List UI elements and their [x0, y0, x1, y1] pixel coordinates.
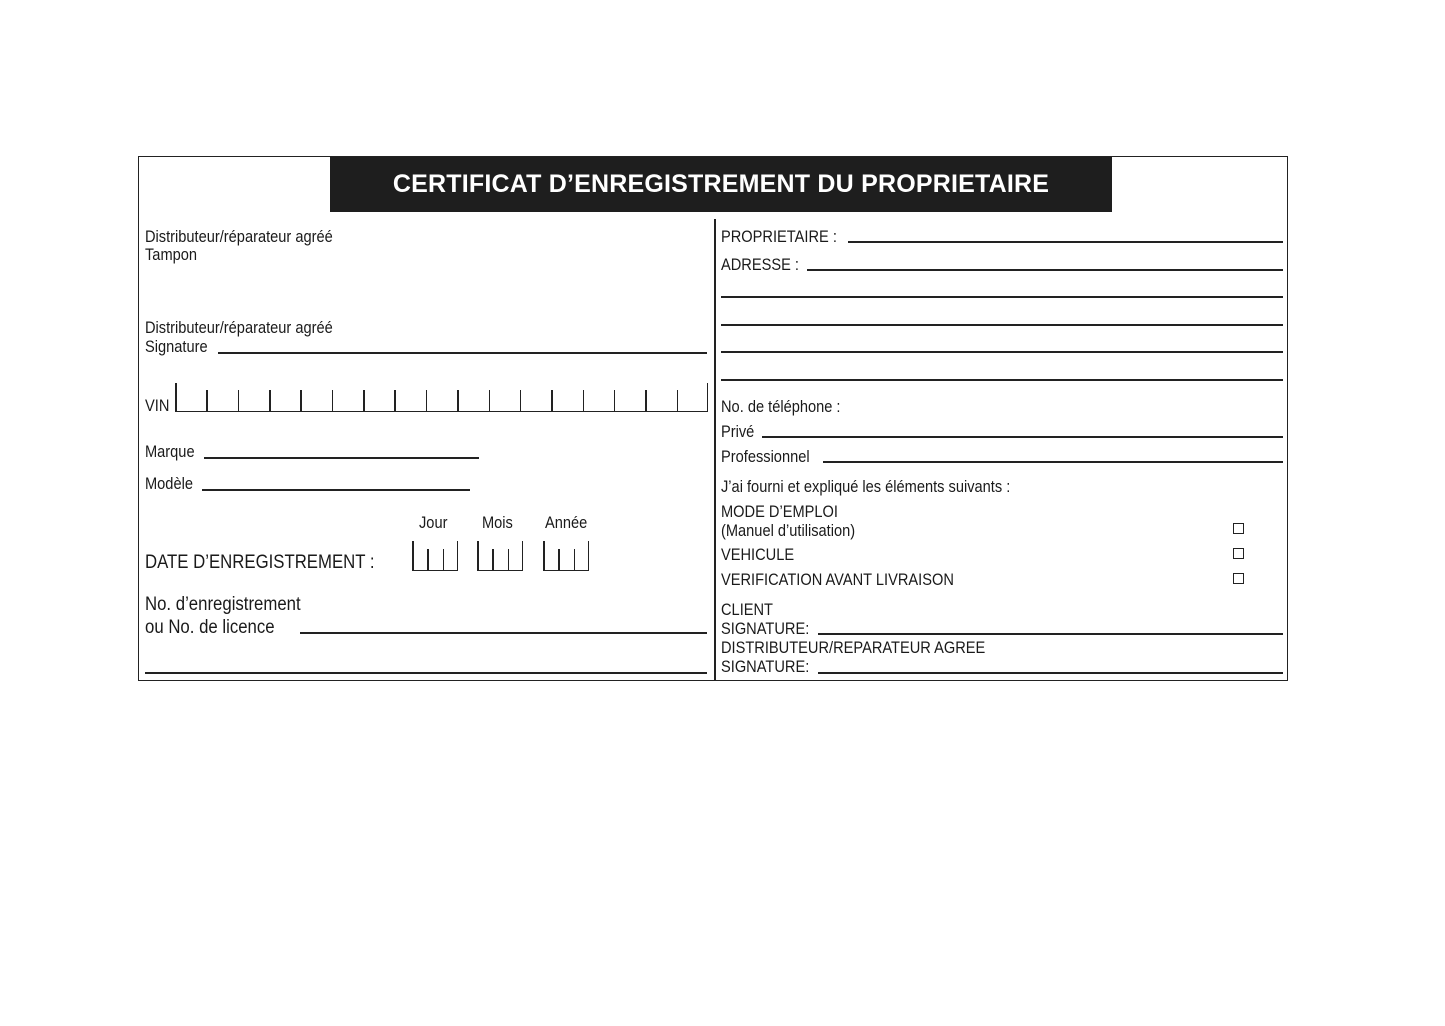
item-mode-emploi-sublabel: (Manuel d’utilisation): [721, 521, 856, 540]
client-signature-field[interactable]: [818, 633, 1283, 635]
professional-phone-field[interactable]: [823, 461, 1283, 463]
registration-label-line2: ou No. de licence: [145, 616, 275, 638]
address-line-5[interactable]: [721, 379, 1283, 381]
vin-char-box[interactable]: [520, 383, 551, 412]
registration-number-field[interactable]: [300, 632, 707, 634]
modele-field[interactable]: [202, 489, 470, 491]
vin-char-box[interactable]: [677, 383, 708, 412]
vin-box-divider: [551, 390, 553, 412]
client-signature-label: SIGNATURE:: [721, 619, 810, 638]
mode-emploi-checkbox[interactable]: [1233, 523, 1244, 534]
vin-box-divider: [394, 390, 396, 412]
vin-box-divider: [457, 390, 459, 412]
vin-char-box[interactable]: [583, 383, 614, 412]
vin-label: VIN: [145, 396, 170, 415]
dealer-signature-label-right: SIGNATURE:: [721, 657, 810, 676]
vin-char-box[interactable]: [489, 383, 520, 412]
dealer-signature-field[interactable]: [218, 352, 707, 354]
address-line-1[interactable]: [807, 269, 1283, 271]
item-mode-emploi-label: MODE D’EMPLOI: [721, 502, 838, 521]
private-phone-label: Privé: [721, 422, 755, 441]
date-jour-field[interactable]: [412, 541, 458, 571]
vin-char-box[interactable]: [238, 383, 269, 412]
date-box-divider: [412, 541, 414, 571]
dealer-signature-label-line1: Distributeur/réparateur agréé: [145, 318, 333, 337]
vin-char-box[interactable]: [645, 383, 676, 412]
date-box-divider: [558, 549, 560, 571]
date-box-divider: [543, 541, 545, 571]
client-label: CLIENT: [721, 600, 774, 619]
vin-char-box[interactable]: [269, 383, 300, 412]
vin-field[interactable]: [175, 383, 708, 412]
address-line-3[interactable]: [721, 324, 1283, 326]
vin-char-box[interactable]: [426, 383, 457, 412]
date-mois-field[interactable]: [477, 541, 523, 571]
vin-box-end: [707, 383, 709, 412]
date-box-divider: [574, 549, 576, 571]
vin-box-divider: [300, 390, 302, 412]
vin-box-divider: [332, 390, 334, 412]
date-box-divider: [477, 541, 479, 571]
owner-label: PROPRIETAIRE :: [721, 227, 837, 246]
address-line-2[interactable]: [721, 296, 1283, 298]
dealer-signature-label-line2: Signature: [145, 337, 208, 356]
item-vehicule-label: VEHICULE: [721, 545, 795, 564]
jour-label: Jour: [419, 513, 448, 532]
date-box-divider: [443, 549, 445, 571]
column-divider: [714, 219, 716, 681]
vin-box-divider: [269, 390, 271, 412]
stamp-label-line1: Distributeur/réparateur agréé: [145, 227, 333, 246]
date-box-divider: [457, 541, 459, 571]
stamp-label-line2: Tampon: [145, 245, 198, 264]
vin-char-box[interactable]: [551, 383, 582, 412]
vin-box-divider: [614, 390, 616, 412]
date-box-divider: [508, 549, 510, 571]
vin-char-box[interactable]: [206, 383, 237, 412]
professional-phone-label: Professionnel: [721, 447, 810, 466]
marque-field[interactable]: [204, 457, 479, 459]
dealer-signature-field-right[interactable]: [818, 672, 1283, 674]
private-phone-field[interactable]: [762, 436, 1283, 438]
vin-box-divider: [363, 390, 365, 412]
annee-label: Année: [545, 513, 588, 532]
vin-char-box[interactable]: [394, 383, 425, 412]
vehicule-checkbox[interactable]: [1233, 548, 1244, 559]
item-verification-label: VERIFICATION AVANT LIVRAISON: [721, 570, 954, 589]
vin-char-box[interactable]: [300, 383, 331, 412]
owner-field[interactable]: [848, 241, 1283, 243]
date-box-divider: [427, 549, 429, 571]
vin-char-box[interactable]: [363, 383, 394, 412]
date-box-divider: [522, 541, 524, 571]
vin-box-divider: [426, 390, 428, 412]
date-annee-field[interactable]: [543, 541, 589, 571]
marque-label: Marque: [145, 442, 195, 461]
date-box-divider: [492, 549, 494, 571]
registration-date-label: DATE D’ENREGISTREMENT :: [145, 551, 375, 573]
vin-box-divider: [520, 390, 522, 412]
vin-box-divider: [238, 390, 240, 412]
form-title: CERTIFICAT D’ENREGISTREMENT DU PROPRIETAIRE: [330, 157, 1112, 212]
vin-box-divider: [645, 390, 647, 412]
registration-extra-field[interactable]: [145, 672, 707, 674]
registration-label-line1: No. d’enregistrement: [145, 593, 301, 615]
vin-box-divider: [206, 390, 208, 412]
vin-char-box[interactable]: [614, 383, 645, 412]
vin-box-divider: [175, 383, 177, 412]
explained-items-label: J’ai fourni et expliqué les éléments suivants :: [721, 477, 1011, 496]
address-label: ADRESSE :: [721, 255, 800, 274]
verification-checkbox[interactable]: [1233, 573, 1244, 584]
modele-label: Modèle: [145, 474, 193, 493]
vin-char-box[interactable]: [457, 383, 488, 412]
address-line-4[interactable]: [721, 351, 1283, 353]
vin-char-box[interactable]: [332, 383, 363, 412]
date-box-divider: [588, 541, 590, 571]
stamp-area[interactable]: [145, 266, 705, 316]
vin-box-divider: [583, 390, 585, 412]
mois-label: Mois: [482, 513, 513, 532]
vin-box-divider: [677, 390, 679, 412]
dealer-label: DISTRIBUTEUR/REPARATEUR AGREE: [721, 638, 986, 657]
phone-label: No. de téléphone :: [721, 397, 841, 416]
vin-char-box[interactable]: [175, 383, 206, 412]
vin-box-divider: [489, 390, 491, 412]
